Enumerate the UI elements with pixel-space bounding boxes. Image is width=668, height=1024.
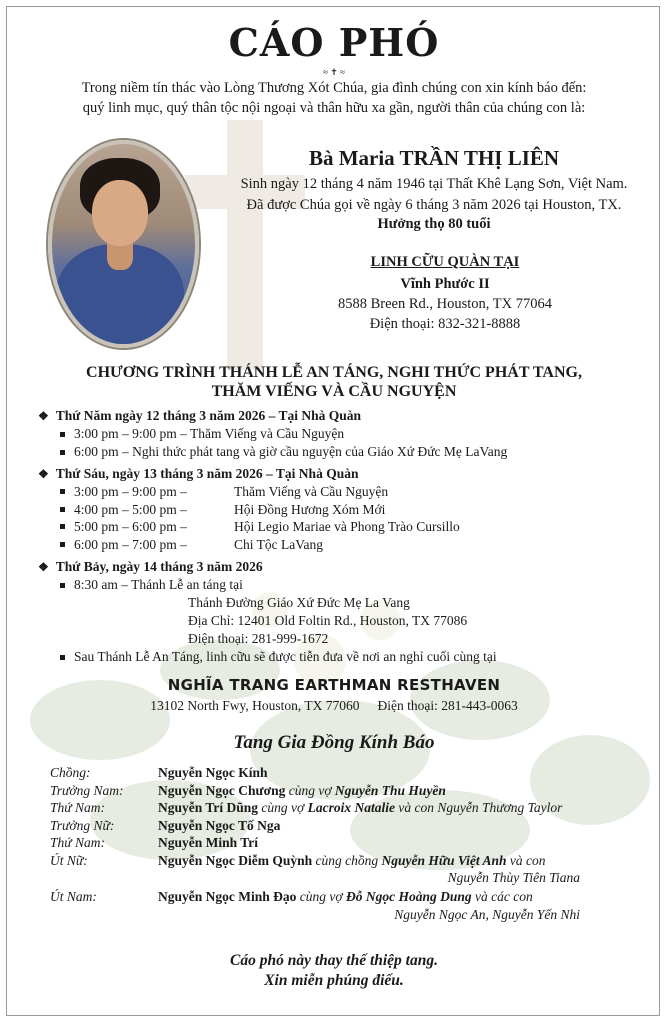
item-text: Thăm Viếng và Cầu Nguyện [234, 484, 389, 499]
relation-connector: cùng vợ [261, 800, 305, 815]
item-time: 3:00 pm – 9:00 pm – [74, 484, 187, 499]
diamond-bullet-icon: ❖ [38, 409, 49, 423]
square-bullet-icon [60, 432, 65, 437]
children-text: và con Nguyễn Thương Taylor [398, 800, 563, 815]
item-text: 8:30 am – Thánh Lễ an táng tại [74, 577, 243, 592]
cemetery-phone: Điện thoại: 281-443-0063 [377, 698, 518, 713]
item-time: 4:00 pm – 5:00 pm – [74, 501, 187, 517]
intro-text [30, 78, 638, 118]
relation-connector: cùng vợ [299, 889, 343, 904]
cemetery-name: NGHĨA TRANG EARTHMAN RESTHAVEN [167, 676, 501, 694]
closing-line: Xin miễn phúng điếu. [264, 972, 404, 989]
square-bullet-icon [60, 489, 65, 494]
family-row [50, 782, 640, 800]
venue-address: 8588 Breen Rd., Houston, TX 77064 [337, 296, 552, 312]
program-title-line: THĂM VIẾNG VÀ CẦU NGUYỆN [211, 383, 457, 400]
program-title-line: CHƯƠNG TRÌNH THÁNH LỄ AN TÁNG, NGHI THỨC PHÁT TANG, [86, 364, 582, 381]
venue-info [230, 274, 660, 334]
item-text: Chi Tộc LaVang [234, 536, 323, 552]
family-row [50, 764, 640, 782]
list-item [60, 425, 638, 443]
portrait-face [92, 180, 148, 246]
intro-line: Trong niềm tín thác vào Lòng Thương Xót Chúa, gia đình chúng con xin kính báo đến: [81, 80, 587, 96]
children-text: và các con [474, 889, 533, 904]
death-line: Đã được Chúa gọi về ngày 6 tháng 3 năm 2026 tại Houston, TX. [246, 197, 622, 213]
mass-phone: Điện thoại: 281-999-1672 [188, 630, 329, 646]
closing-line: Cáo phó này thay thế thiệp tang. [230, 952, 438, 969]
square-bullet-icon [60, 542, 65, 547]
square-bullet-icon [60, 655, 65, 660]
program-title [20, 363, 648, 401]
page-title: CÁO PHÓ [228, 20, 440, 65]
list-item [60, 443, 638, 461]
family-row [50, 852, 640, 870]
schedule [38, 402, 638, 665]
member-name: Nguyễn Ngọc Kính [158, 765, 268, 780]
list-item [60, 536, 638, 554]
family-row [50, 834, 640, 852]
spouse-name: Nguyễn Hữu Việt Anh [381, 852, 507, 868]
family-row [50, 888, 640, 906]
square-bullet-icon [60, 507, 65, 512]
cemetery-info [0, 698, 668, 714]
closing-note [0, 951, 668, 991]
relation-connector: cùng vợ [288, 782, 332, 798]
list-item [60, 501, 638, 519]
item-time: 6:00 pm – 7:00 pm – [74, 536, 187, 552]
children-names: Nguyễn Ngọc An, Nguyễn Yến Nhi [394, 906, 580, 922]
family-title: Tang Gia Đồng Kính Báo [233, 732, 435, 753]
mass-location: Thánh Đường Giáo Xứ Đức Mẹ La Vang [188, 594, 410, 610]
list-item [60, 648, 638, 666]
family-row [50, 817, 640, 835]
item-text: 6:00 pm – Nghi thức phát tang và giờ cầu nguyện của Giáo Xứ Đức Mẹ LaVang [74, 443, 508, 459]
day-title: Thứ Sáu, ngày 13 tháng 3 năm 2026 – Tại Nhà Quàn [55, 466, 359, 481]
list-item [60, 518, 638, 536]
deceased-name: Bà Maria TRẦN THỊ LIÊN [308, 146, 560, 170]
list-item [60, 483, 638, 501]
venue-name: Vĩnh Phước II [400, 276, 490, 292]
day-heading [38, 407, 638, 425]
member-name: Nguyễn Trí Dũng [158, 800, 259, 815]
birth-line: Sinh ngày 12 tháng 4 năm 1946 tại Thất Khê Lạng Sơn, Việt Nam. [240, 176, 628, 192]
relation-label: Thứ Nam: [50, 835, 105, 850]
family-list [50, 764, 640, 923]
spouse-name: Lacroix Natalie [307, 800, 395, 815]
spouse-name: Nguyễn Thu Huyền [334, 782, 446, 798]
day-heading [38, 465, 638, 483]
cemetery-address: 13102 North Fwy, Houston, TX 77060 [150, 698, 360, 713]
square-bullet-icon [60, 583, 65, 588]
day-title: Thứ Năm ngày 12 tháng 3 năm 2026 – Tại Nhà Quàn [55, 408, 362, 423]
children-text: và con [509, 852, 546, 868]
relation-connector: cùng chồng [315, 852, 379, 868]
cross-ornament: ≈ ✝ ≈ [323, 67, 345, 77]
diamond-bullet-icon: ❖ [38, 467, 49, 481]
item-text: 3:00 pm – 9:00 pm – Thăm Viếng và Cầu Nguyện [74, 426, 345, 441]
age-line: Hưởng thọ 80 tuổi [377, 216, 491, 232]
member-name: Nguyễn Minh Trí [158, 835, 259, 850]
item-time: 5:00 pm – 6:00 pm – [74, 519, 187, 534]
relation-label: Út Nam: [50, 889, 97, 904]
relation-label: Trưởng Nam: [50, 782, 124, 798]
relation-label: Chồng: [50, 765, 91, 780]
item-text: Hội Đồng Hương Xóm Mới [234, 501, 386, 517]
spouse-name: Đỗ Ngọc Hoàng Dung [345, 889, 472, 904]
square-bullet-icon [60, 450, 65, 455]
portrait-photo [48, 140, 199, 348]
member-name: Nguyễn Ngọc Tố Nga [158, 817, 281, 833]
member-name: Nguyễn Ngọc Diễm Quỳnh [158, 852, 313, 868]
mass-address: Địa Chỉ: 12401 Old Foltin Rd., Houston, TX 77086 [188, 612, 468, 628]
square-bullet-icon [60, 524, 65, 529]
venue-heading: LINH CỮU QUÀN TẠI [370, 254, 520, 270]
relation-label: Thứ Nam: [50, 800, 105, 815]
member-name: Nguyễn Ngọc Chương [158, 782, 286, 798]
relation-label: Trưởng Nữ: [50, 817, 115, 833]
member-name: Nguyễn Ngọc Minh Đạo [158, 889, 297, 904]
list-item [60, 576, 638, 594]
intro-line: quý linh mục, quý thân tộc nội ngoại và thân hữu xa gần, người thân của chúng con là: [82, 100, 586, 116]
relation-label: Út Nữ: [50, 852, 88, 868]
venue-phone: Điện thoại: 832-321-8888 [369, 316, 521, 332]
day-heading [38, 558, 638, 576]
family-row [50, 799, 640, 817]
item-text: Sau Thánh Lễ An Táng, linh cữu sẽ được tiễn đưa về nơi an nghỉ cuối cùng tại [74, 648, 497, 664]
item-text: Hội Legio Mariae và Phong Trào Cursillo [234, 519, 460, 534]
birth-death-info [210, 174, 658, 216]
day-title: Thứ Bảy, ngày 14 tháng 3 năm 2026 [55, 559, 263, 574]
children-names: Nguyễn Thùy Tiên Tiana [447, 870, 580, 885]
diamond-bullet-icon: ❖ [38, 560, 49, 574]
